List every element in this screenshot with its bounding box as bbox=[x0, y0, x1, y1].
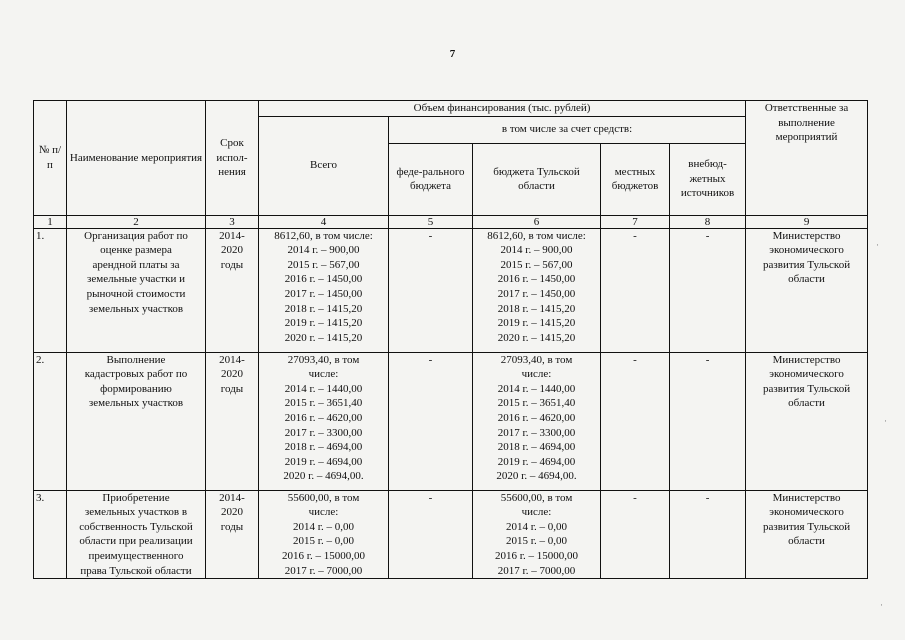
term-line: годы bbox=[220, 382, 244, 395]
total-amount-line: 2015 г. – 567,00 bbox=[287, 258, 360, 271]
header-num: № п/п bbox=[34, 101, 67, 216]
regional-amount-line: 2018 г. – 4694,00 bbox=[497, 441, 576, 454]
scan-speck: · bbox=[884, 416, 887, 426]
total-amount-line: 2020 г. – 4694,00. bbox=[283, 470, 364, 483]
total-amount-line: числе: bbox=[308, 368, 339, 381]
extra-amount: - bbox=[670, 228, 746, 352]
regional-amount-line: 2019 г. – 1415,20 bbox=[497, 317, 576, 330]
term-line: 2020 bbox=[221, 368, 243, 381]
header-responsible: Ответственные за выполнение мероприятий bbox=[746, 101, 868, 216]
responsible-line: Министерство bbox=[772, 229, 841, 242]
total-amount-line: 2017 г. – 7000,00 bbox=[284, 564, 363, 577]
activity-name-line: права Тульской области bbox=[80, 564, 192, 577]
total-amount-line: 2014 г. – 900,00 bbox=[287, 244, 360, 257]
local-amount: - bbox=[601, 228, 670, 352]
activity-name bbox=[67, 490, 206, 579]
column-number: 3 bbox=[206, 215, 259, 228]
regional-amount-line: 55600,00, в том bbox=[500, 491, 573, 504]
term-line: годы bbox=[220, 258, 244, 271]
responsible-line: развития Тульской bbox=[763, 258, 851, 271]
term-line: годы bbox=[220, 520, 244, 533]
total-amount-line: 2016 г. – 4620,00 bbox=[284, 411, 363, 424]
activity-name-line: кадастровых работ по bbox=[84, 368, 188, 381]
header-term: Срок испол-нения bbox=[206, 101, 259, 216]
column-number: 9 bbox=[746, 215, 868, 228]
total-amount-line: 2019 г. – 1415,20 bbox=[284, 317, 363, 330]
regional-amount-line: 2017 г. – 1450,00 bbox=[497, 287, 576, 300]
regional-amount-line: 2017 г. – 7000,00 bbox=[497, 564, 576, 577]
total-amount-line: 2020 г. – 1415,20 bbox=[284, 331, 363, 344]
activity-name-line: Приобретение bbox=[102, 491, 170, 504]
scan-speck: · bbox=[880, 600, 883, 610]
extra-amount: - bbox=[670, 490, 746, 579]
header-volume: Объем финансирования (тыс. рублей) bbox=[259, 101, 746, 117]
header-regional: бюджета Тульской области bbox=[473, 143, 601, 215]
funding-table bbox=[33, 100, 868, 579]
term-line: 2014- bbox=[219, 491, 245, 504]
activity-name bbox=[67, 352, 206, 490]
term bbox=[206, 352, 259, 490]
regional-amount-line: 2019 г. – 4694,00 bbox=[497, 455, 576, 468]
regional-amount-line: 2015 г. – 3651,40 bbox=[497, 397, 576, 410]
term-line: 2014- bbox=[219, 353, 245, 366]
term-line: 2020 bbox=[221, 244, 243, 257]
total-amount-line: числе: bbox=[308, 506, 339, 519]
regional-amount-line: 2016 г. – 15000,00 bbox=[494, 549, 579, 562]
total-amount-line: 55600,00, в том bbox=[287, 491, 360, 504]
responsible-line: области bbox=[788, 273, 825, 286]
regional-amount-line: 2014 г. – 900,00 bbox=[500, 244, 573, 257]
column-number: 4 bbox=[259, 215, 389, 228]
responsible-line: Министерство bbox=[772, 491, 841, 504]
activity-name-line: земельных участков в bbox=[84, 506, 188, 519]
header-local: местных бюджетов bbox=[601, 143, 670, 215]
federal-amount: - bbox=[389, 352, 473, 490]
regional-amount bbox=[473, 490, 601, 579]
local-amount: - bbox=[601, 352, 670, 490]
column-number: 8 bbox=[670, 215, 746, 228]
responsible bbox=[746, 490, 868, 579]
responsible-line: экономического bbox=[769, 368, 844, 381]
total-amount-line: 2015 г. – 3651,40 bbox=[284, 397, 363, 410]
activity-name-line: земельных участков bbox=[88, 302, 184, 315]
total-amount-line: 2016 г. – 15000,00 bbox=[281, 549, 366, 562]
column-number-row bbox=[34, 215, 868, 228]
row-num: 3. bbox=[34, 490, 67, 579]
scan-speck: · bbox=[876, 240, 879, 250]
regional-amount-line: 8612,60, в том числе: bbox=[487, 229, 586, 242]
column-number: 6 bbox=[473, 215, 601, 228]
regional-amount-line: 27093,40, в том bbox=[500, 353, 573, 366]
extra-amount: - bbox=[670, 352, 746, 490]
regional-amount bbox=[473, 228, 601, 352]
local-amount: - bbox=[601, 490, 670, 579]
regional-amount-line: 2020 г. – 4694,00. bbox=[496, 470, 577, 483]
total-amount-line: 2017 г. – 1450,00 bbox=[284, 287, 363, 300]
term-line: 2020 bbox=[221, 506, 243, 519]
regional-amount-line: 2016 г. – 4620,00 bbox=[497, 411, 576, 424]
responsible-line: Министерство bbox=[772, 353, 841, 366]
term-line: 2014- bbox=[219, 229, 245, 242]
regional-amount-line: 2014 г. – 1440,00 bbox=[497, 382, 576, 395]
activity-name-line: Организация работ по bbox=[84, 229, 188, 242]
activity-name-line: собственность Тульской bbox=[79, 520, 193, 533]
column-number: 7 bbox=[601, 215, 670, 228]
responsible-line: области bbox=[788, 397, 825, 410]
table-row bbox=[34, 490, 868, 579]
activity-name-line: области при реализации bbox=[79, 535, 193, 548]
total-amount-line: 2018 г. – 4694,00 bbox=[284, 441, 363, 454]
responsible bbox=[746, 228, 868, 352]
activity-name-line: преимущественного bbox=[88, 549, 184, 562]
regional-amount-line: 2016 г. – 1450,00 bbox=[497, 273, 576, 286]
activity-name-line: оценке размера bbox=[100, 244, 172, 257]
total-amount-line: 27093,40, в том bbox=[287, 353, 360, 366]
total-amount bbox=[259, 228, 389, 352]
term bbox=[206, 490, 259, 579]
header-total: Всего bbox=[259, 116, 389, 215]
federal-amount: - bbox=[389, 490, 473, 579]
responsible-line: области bbox=[788, 535, 825, 548]
activity-name-line: земельных участков bbox=[88, 397, 184, 410]
regional-amount-line: числе: bbox=[521, 368, 552, 381]
total-amount-line: 8612,60, в том числе: bbox=[274, 229, 373, 242]
regional-amount-line: 2017 г. – 3300,00 bbox=[497, 426, 576, 439]
column-number: 5 bbox=[389, 215, 473, 228]
header-federal: феде-рального бюджета bbox=[389, 143, 473, 215]
column-number: 1 bbox=[34, 215, 67, 228]
column-number: 2 bbox=[67, 215, 206, 228]
total-amount bbox=[259, 490, 389, 579]
regional-amount-line: 2015 г. – 567,00 bbox=[500, 258, 573, 271]
total-amount-line: 2014 г. – 0,00 bbox=[292, 520, 355, 533]
total-amount-line: 2016 г. – 1450,00 bbox=[284, 273, 363, 286]
page-number: 7 bbox=[449, 48, 456, 60]
total-amount-line: 2015 г. – 0,00 bbox=[292, 535, 355, 548]
header-including: в том числе за счет средств: bbox=[389, 116, 746, 143]
table-row bbox=[34, 228, 868, 352]
regional-amount-line: 2015 г. – 0,00 bbox=[505, 535, 568, 548]
regional-amount-line: 2014 г. – 0,00 bbox=[505, 520, 568, 533]
regional-amount-line: числе: bbox=[521, 506, 552, 519]
responsible-line: развития Тульской bbox=[763, 520, 851, 533]
federal-amount: - bbox=[389, 228, 473, 352]
regional-amount-line: 2018 г. – 1415,20 bbox=[497, 302, 576, 315]
table-row bbox=[34, 352, 868, 490]
total-amount-line: 2019 г. – 4694,00 bbox=[284, 455, 363, 468]
total-amount-line: 2018 г. – 1415,20 bbox=[284, 302, 363, 315]
responsible-line: экономического bbox=[769, 506, 844, 519]
activity-name-line: Выполнение bbox=[106, 353, 166, 366]
term bbox=[206, 228, 259, 352]
header-name: Наименование мероприятия bbox=[67, 101, 206, 216]
activity-name-line: арендной платы за bbox=[92, 258, 180, 271]
total-amount-line: 2017 г. – 3300,00 bbox=[284, 426, 363, 439]
row-num: 1. bbox=[34, 228, 67, 352]
responsible bbox=[746, 352, 868, 490]
activity-name-line: формированию bbox=[100, 382, 172, 395]
regional-amount-line: 2020 г. – 1415,20 bbox=[497, 331, 576, 344]
total-amount-line: 2014 г. – 1440,00 bbox=[284, 382, 363, 395]
activity-name bbox=[67, 228, 206, 352]
responsible-line: развития Тульской bbox=[763, 382, 851, 395]
total-amount bbox=[259, 352, 389, 490]
regional-amount bbox=[473, 352, 601, 490]
activity-name-line: рыночной стоимости bbox=[86, 287, 186, 300]
row-num: 2. bbox=[34, 352, 67, 490]
header-extra: внебюд-жетных источников bbox=[670, 143, 746, 215]
responsible-line: экономического bbox=[769, 244, 844, 257]
activity-name-line: земельные участки и bbox=[87, 273, 185, 286]
